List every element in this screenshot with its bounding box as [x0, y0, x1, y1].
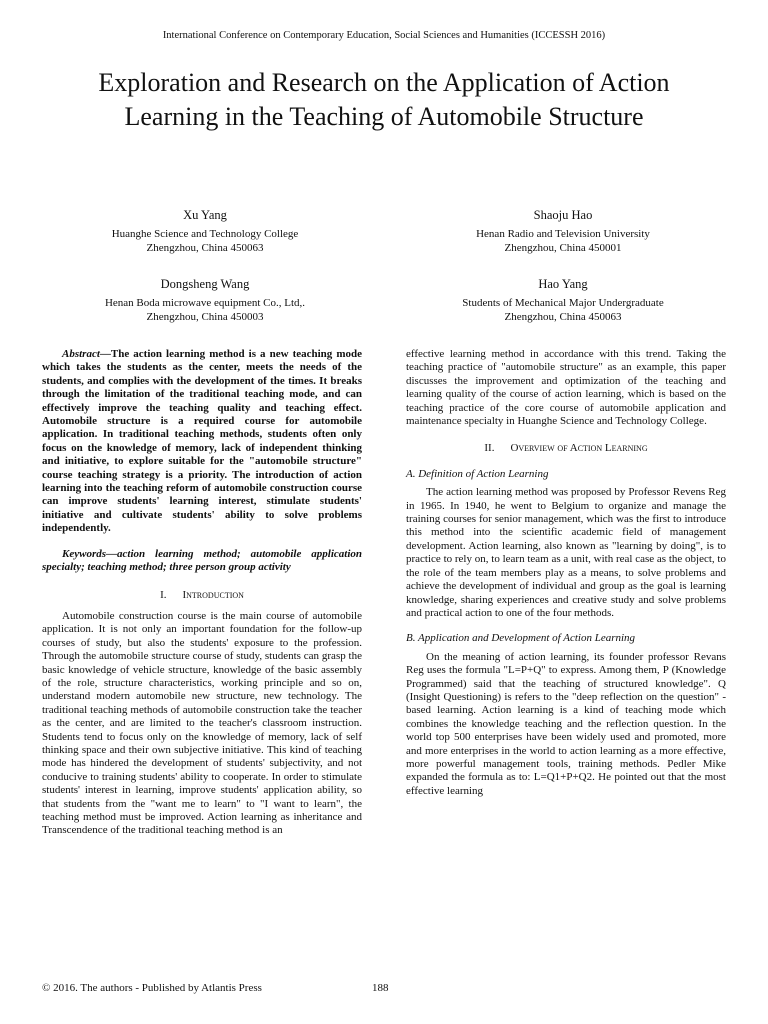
left-column [42, 348, 362, 838]
author-name: Dongsheng Wang [160, 277, 250, 291]
author-address: Zhengzhou, China 450001 [504, 241, 622, 254]
introduction-paragraph: Automobile construction course is the main course of automobile application. It is not only an important foundation for the follow-up courses of study, but also the students' exposure to the profession. Through the automobile structure course of study, students can grasp the basic knowledge of vehicle structure, knowledge of the basic assembly of the role, structure characteristics, working principle and so on, understand modern automobile new structure, new technology. The traditional teaching methods of automobile construction take the teacher as the center, and are limited to the teacher's classroom instruction. Students tend to focus only on the knowledge of memory, lack of self thinking space and their own subjective initiative. This kind of teaching mode has hindered the development of students' subjectivity, and not conducive to training students' ability to cooperate. In order to stimulate students' interest in learning, improve students' application ability, so that students from the "want me to learn" to "I want to learn", the teaching method must be improved. Action learning as inheritance and Transcendence of the traditional teaching method is an [42, 609, 362, 837]
section-heading-overview [406, 442, 726, 455]
definition-paragraph: The action learning method was proposed by Professor Revens Reg in 1965. In 1940, he went to Belgium to organize and manage the training courses for senior management, which was the first to introduce this method into the scientific academic field of management development. Action learning, also known as "learning by doing", is to practice to rely on, to learn team as a unit, with real case as the object, to the role of the team members play as a means, to solve problems and achieve the development of individual and group as the goal is learning knowledge, sharing experiences and creative study and solve problems and practical action to one of the four methods. [406, 486, 726, 619]
author-affiliation: Students of Mechanical Major Undergraduate [462, 297, 664, 309]
author-affiliation: Huanghe Science and Technology College [111, 228, 299, 240]
page-number: 188 [372, 982, 389, 994]
subsection-heading-definition: A. Definition of Action Learning [406, 467, 549, 480]
subsection-heading-application: B. Application and Development of Action Learning [406, 632, 636, 645]
section-heading-introduction [42, 589, 362, 602]
author-affiliation: Henan Boda microwave equipment Co., Ltd,. [104, 297, 306, 309]
keywords-text: —action learning method; automobile application specialty; teaching method; three person group activity [42, 547, 362, 574]
author-affiliation: Henan Radio and Television University [476, 228, 650, 240]
right-column [406, 348, 726, 798]
conference-header: International Conference on Contemporary Education, Social Sciences and Humanities (ICCESSH 2016) [162, 30, 606, 41]
author-name: Xu Yang [183, 208, 227, 222]
author-1 [55, 207, 355, 255]
author-name: Hao Yang [538, 277, 588, 291]
keywords-label: Keywords [62, 547, 106, 560]
author-address: Zhengzhou, China 450063 [504, 310, 622, 323]
section-number: I. [160, 588, 167, 601]
continuation-paragraph: effective learning method in accordance with this trend. Taking the teaching practice of "automobile structure" as an example, this paper discusses the improvement and optimization of the teaching and learning quality of the course of action learning, which is based on the teaching practice of the core course of automobile application and maintenance specialty in Huanghe Science and Technology College. [406, 348, 726, 428]
paper-title: Exploration and Research on the Application of Action Learning in the Teaching of Automobile Structure [98, 68, 670, 131]
author-address: Zhengzhou, China 450063 [146, 241, 264, 254]
keywords [42, 548, 362, 575]
footer-copyright: © 2016. The authors - Published by Atlantis Press [42, 982, 262, 994]
author-name: Shaoju Hao [533, 208, 593, 222]
abstract-label: Abstract [62, 348, 100, 360]
author-3 [55, 276, 355, 324]
section-title: Overview of Action Learning [510, 442, 648, 455]
section-number: II. [484, 442, 495, 455]
abstract-text: —The action learning method is a new teaching mode which takes the students as the center, meets the needs of the students, and complies with the development of the times. It breaks through the limitation of the traditional teaching mode, and can effectively improve the teaching quality and teaching effect. Automobile structure is a required course for automobile application. In traditional teaching methods, students often only focus on the knowledge of memory, lack of independent thinking and initiative, to explore suitable for the "automobile structure" course teaching strategy is a priority. The introduction of action learning into the teaching reform of automobile construction course can improve students' learning interest, stimulate students' initiative and cultivate students' ability to solve problems independently. [42, 348, 362, 535]
abstract [42, 348, 362, 536]
author-address: Zhengzhou, China 450003 [146, 310, 264, 323]
author-2 [413, 207, 713, 255]
section-title: Introduction [182, 588, 244, 601]
application-paragraph: On the meaning of action learning, its founder professor Revans Reg uses the formula "L=P+Q" to express. Among them, P (Knowledge Programmed) said that the teaching of structured knowledge". Q (Insight Questioning) is refers to the "deep reflection on the question" - based learning. Action learning is a kind of teaching mode which combines the knowledge teaching and the reflection question. In the world top 500 enterprises have been widely used and promoted, more and more enterprises in the world to action learning as a more effective, more powerful management tools, training methods. Pedler Mike expanded the formula as to: L=Q1+P+Q2. He pointed out that the most effective learning [406, 650, 726, 797]
author-4 [413, 276, 713, 324]
